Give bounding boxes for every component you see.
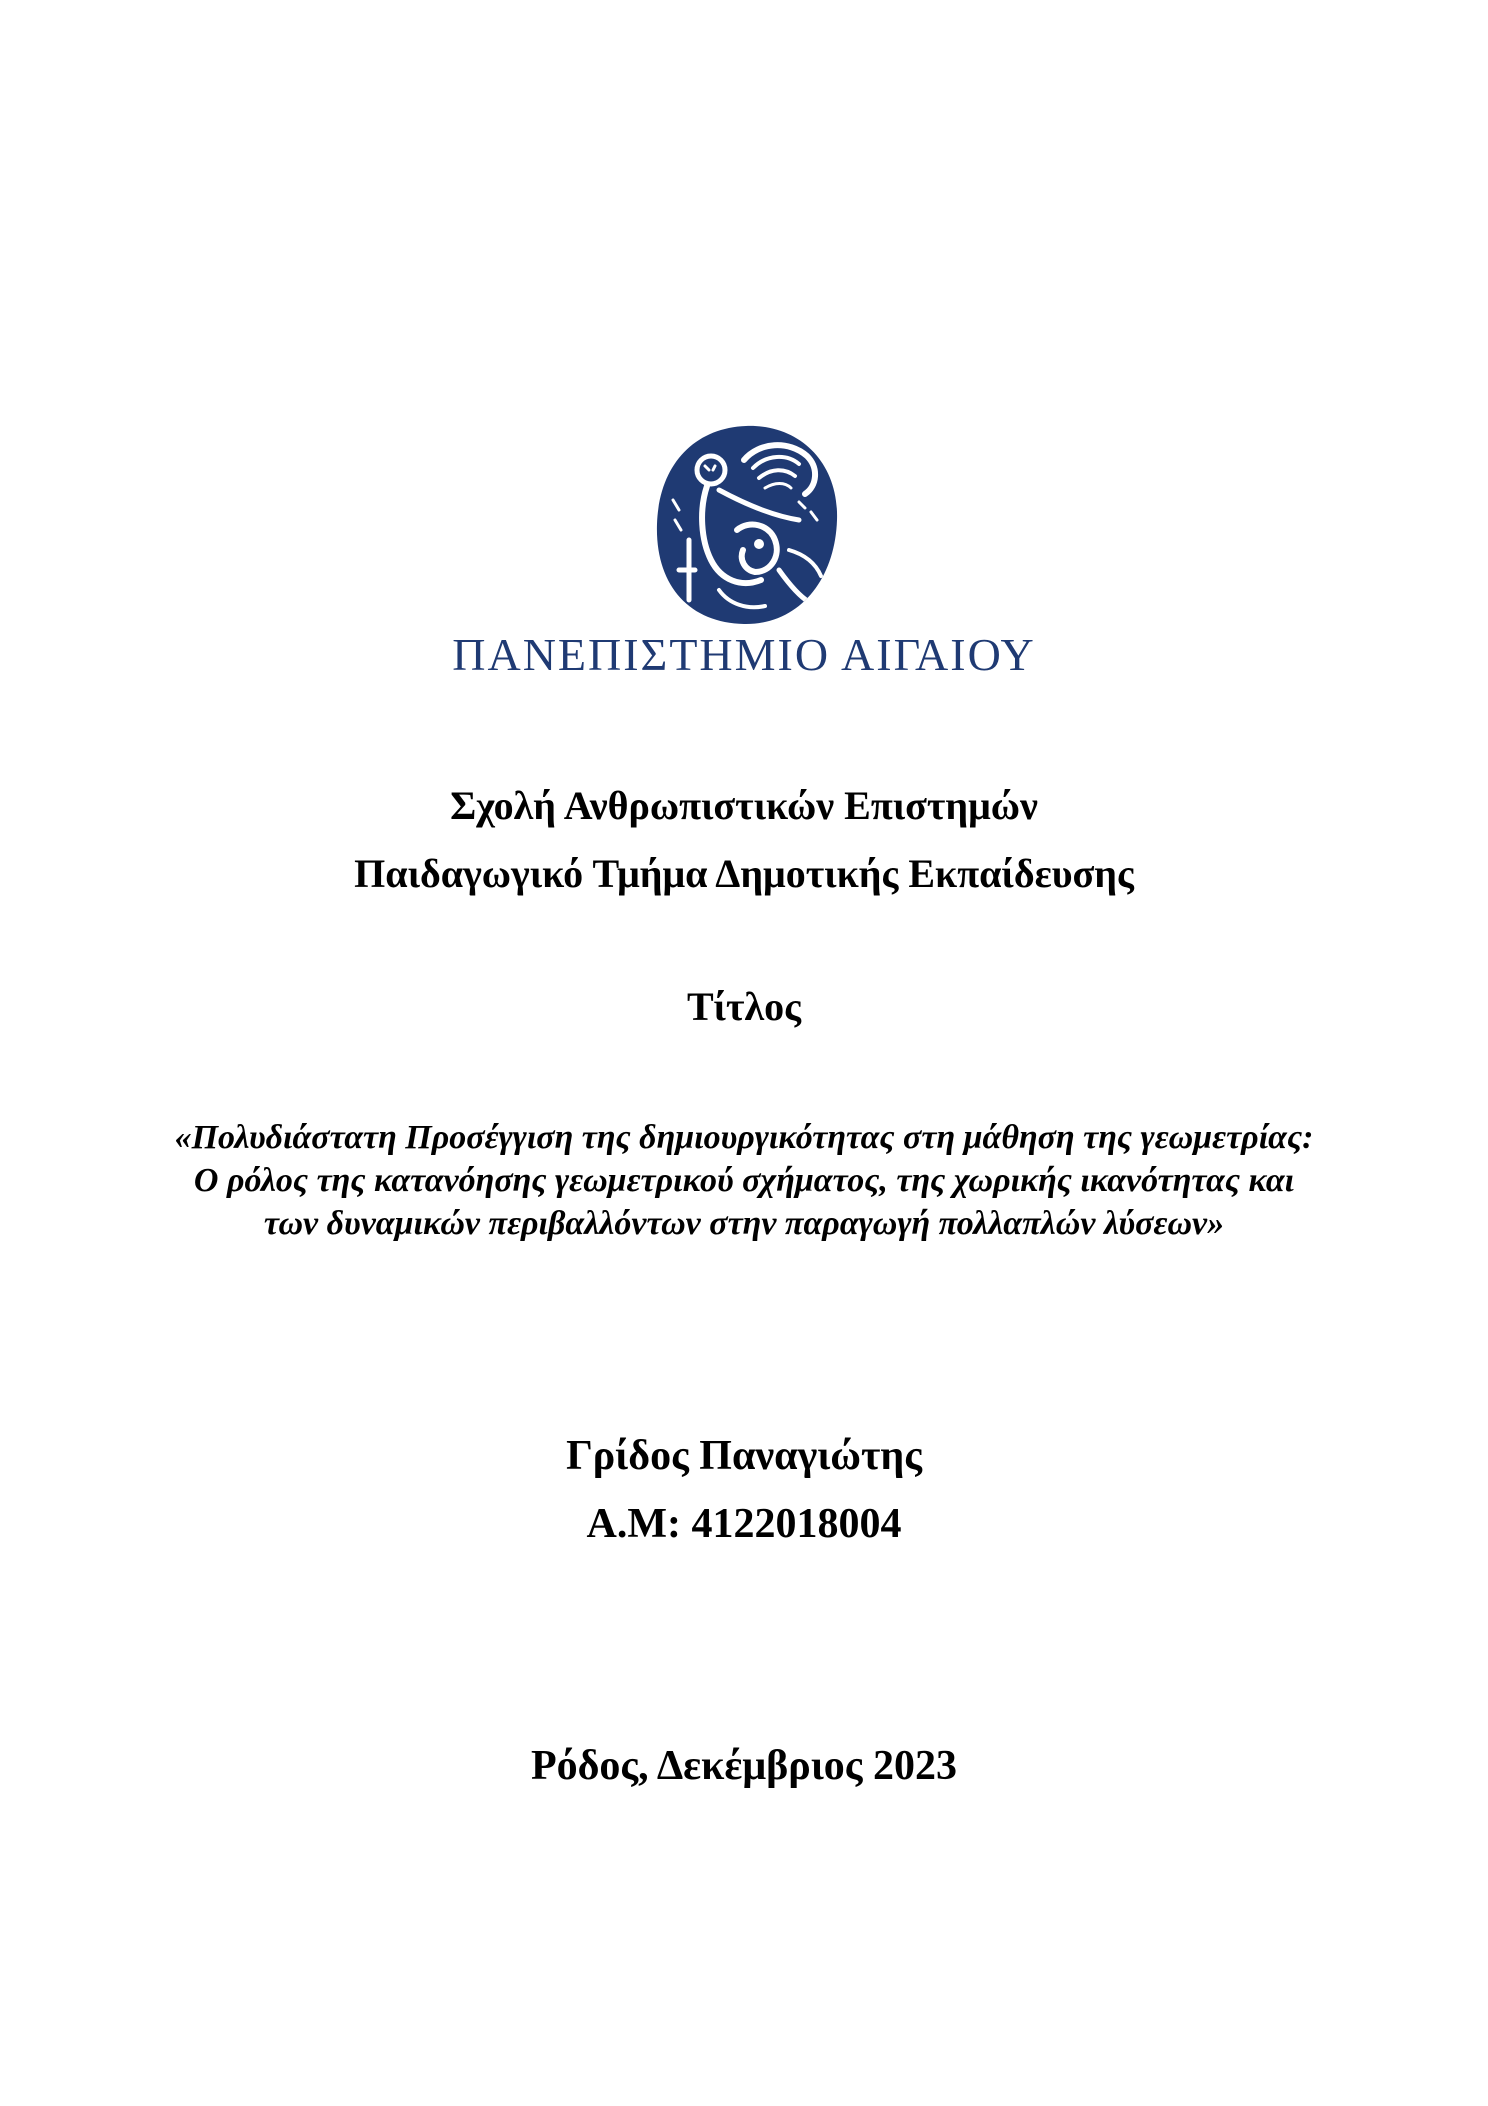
- title-label: Τίτλος: [686, 984, 802, 1029]
- university-name: ΠΑΝΕΠΙΣΤΗΜΙΟ ΑΙΓΑΙΟΥ: [452, 629, 1036, 680]
- student-id: Α.Μ: 4122018004: [586, 1501, 902, 1547]
- department-name: Παιδαγωγικό Τμήμα Δημοτικής Εκπαίδευσης: [354, 851, 1134, 896]
- university-seal-icon: [649, 420, 843, 630]
- thesis-title: «Πολυδιάστατη Προσέγγιση της δημιουργικότητας στη μάθηση της γεωμετρίας: Ο ρόλος της κατανόησης γεωμετρικού σχήματος, της χωρικής ικανότητας και των δυναμικών περιβαλλόντων στην παραγωγή πολλαπλών λύσεων»: [174, 1119, 1314, 1242]
- school-name: Σχολή Ανθρωπιστικών Επιστημών: [450, 783, 1038, 828]
- place-date: Ρόδος, Δεκέμβριος 2023: [530, 1743, 958, 1789]
- author-name: Γρίδος Παναγιώτης: [566, 1433, 922, 1479]
